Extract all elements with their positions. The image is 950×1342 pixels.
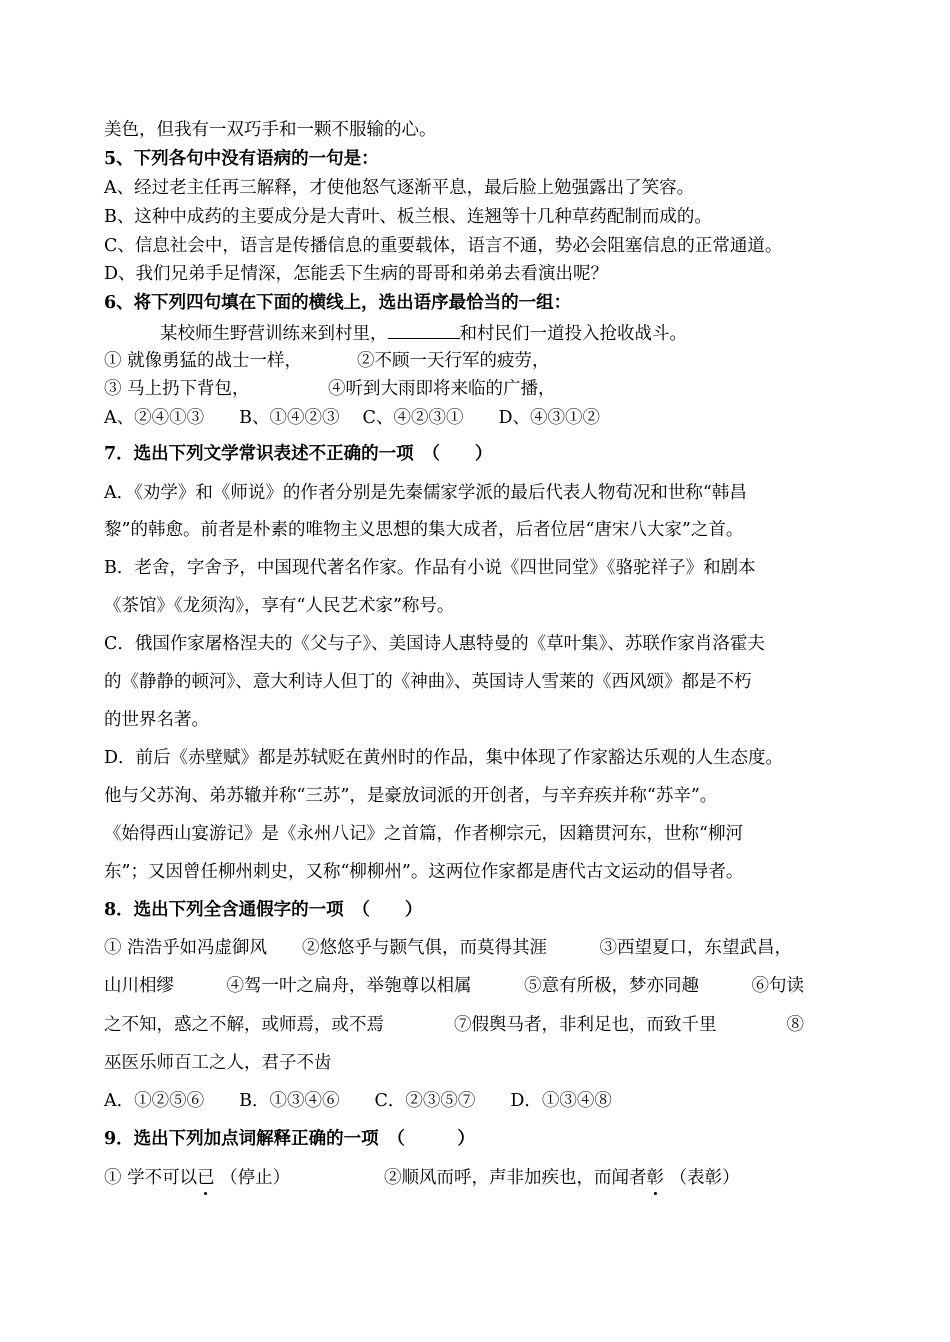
q6-option-4: ④听到大雨即将来临的广播， [328, 379, 556, 399]
q5-option-c: C、信息社会中，语言是传播信息的重要载体，语言不通，势必会阻塞信息的正常通道。 [104, 236, 783, 256]
q9-item-1 [104, 1166, 290, 1190]
q5-option-d: D、我们兄弟手足情深，怎能丢下生病的哥哥和弟弟去看演出呢？ [104, 264, 609, 284]
q6-sentence [160, 320, 687, 346]
q7-option-d-line2: 他与父苏洵、弟苏辙并称“三苏”，是豪放词派的开创者，与辛弃疾并称“苏辛”。 [104, 786, 718, 806]
q7-option-b-line2: 《茶馆》《龙须沟》，享有“人民艺术家”称号。 [104, 596, 455, 616]
question-7-title: 7．选出下列文学常识表述不正确的一项 （ ） [104, 444, 493, 464]
q7-option-d-line3: 《始得西山宴游记》是《永州八记》之首篇，作者柳宗元，因籍贯河东，世称“柳河 [104, 824, 743, 844]
q5-option-b: B、这种中成药的主要成分是大青叶、板兰根、连翘等十几种草药配制而成的。 [104, 207, 712, 227]
q7-option-b-line1: B．老舍，字舍予，中国现代著名作家。作品有小说《四世同堂》《骆驼祥子》和剧本 [104, 558, 756, 578]
q5-option-a: A、经过老主任再三解释，才使他怒气逐渐平息，最后脸上勉强露出了笑容。 [104, 178, 695, 198]
q9-item-2-gloss: （表彰） [664, 1168, 740, 1188]
q7-option-c-line2: 的《静静的顿河》、意大利诗人但丁的《神曲》、英国诗人雪莱的《西风颂》都是不朽 [104, 672, 752, 692]
q7-option-c-line3: 的世界名著。 [104, 710, 209, 730]
q9-item-2-text: ②顺风而呼，声非加疾也，而闻者 [384, 1168, 647, 1188]
q7-option-a-line1: A．《劝学》和《师说》的作者分别是先秦儒家学派的最后代表人物荀况和世称“韩昌 [104, 483, 747, 503]
fill-blank [388, 320, 460, 339]
q7-option-a-line2: 黎”的韩愈。前者是朴素的唯物主义思想的集大成者，后者位居“唐宋八大家”之首。 [104, 520, 744, 540]
text-line: 美色，但我有一双巧手和一颗不服输的心。 [104, 120, 437, 140]
q6-sentence-start: 某校师生野营训练来到村里， [160, 324, 388, 344]
q9-item-2 [384, 1166, 740, 1190]
q9-item-1-gloss: （停止） [214, 1168, 291, 1188]
q7-option-d-line1: D．前后《赤壁赋》都是苏轼贬在黄州时的作品，集中体现了作家豁达乐观的人生态度。 [104, 748, 784, 768]
q6-sentence-end: 和村民们一道投入抢收战斗。 [459, 324, 687, 344]
question-5-title: 5、下列各句中没有语病的一句是： [104, 149, 379, 169]
q8-items-line2: 山川相缪 ④驾一叶之扁舟，举匏尊以相属 ⑤意有所极，梦亦同趣 ⑥句读 [104, 976, 804, 996]
dotted-word: 彰 [646, 1168, 664, 1188]
q7-option-d-line4: 东”；又因曾任柳州刺史，又称“柳柳州”。这两位作家都是唐代古文运动的倡导者。 [104, 862, 744, 882]
q7-option-c-line1: C．俄国作家屠格涅夫的《父与子》、美国诗人惠特曼的《草叶集》、苏联作家肖洛霍夫 [104, 634, 765, 654]
question-9-title: 9．选出下列加点词解释正确的一项 （ ） [104, 1129, 475, 1149]
q8-items-line4: 巫医乐师百工之人，君子不齿 [104, 1053, 332, 1073]
question-8-title: 8．选出下列全含通假字的一项 （ ） [104, 900, 423, 920]
question-6-title: 6、将下列四句填在下面的横线上，选出语序最恰当的一组： [104, 293, 572, 313]
dotted-word: 已 [197, 1168, 215, 1188]
q8-answers: A．①②⑤⑥ B．①③④⑥ C．②③⑤⑦ D．①③④⑧ [104, 1091, 612, 1111]
q6-option-3: ③ 马上扔下背包， [104, 379, 250, 399]
q6-option-1: ① 就像勇猛的战士一样， [104, 351, 303, 371]
q9-item-1-text: ① 学不可以 [104, 1168, 198, 1188]
q6-option-2: ②不顾一天行军的疲劳， [357, 351, 550, 371]
q6-answers: A、②④①③ B、①④②③ C、④②③① D、④③①② [104, 408, 600, 428]
q8-items-line1: ① 浩浩乎如冯虚御风 ②悠悠乎与颢气俱，而莫得其涯 ③西望夏口，东望武昌， [104, 938, 793, 958]
q8-items-line3: 之不知，惑之不解，或师焉，或不焉 ⑦假舆马者，非利足也，而致千里 ⑧ [104, 1015, 804, 1035]
